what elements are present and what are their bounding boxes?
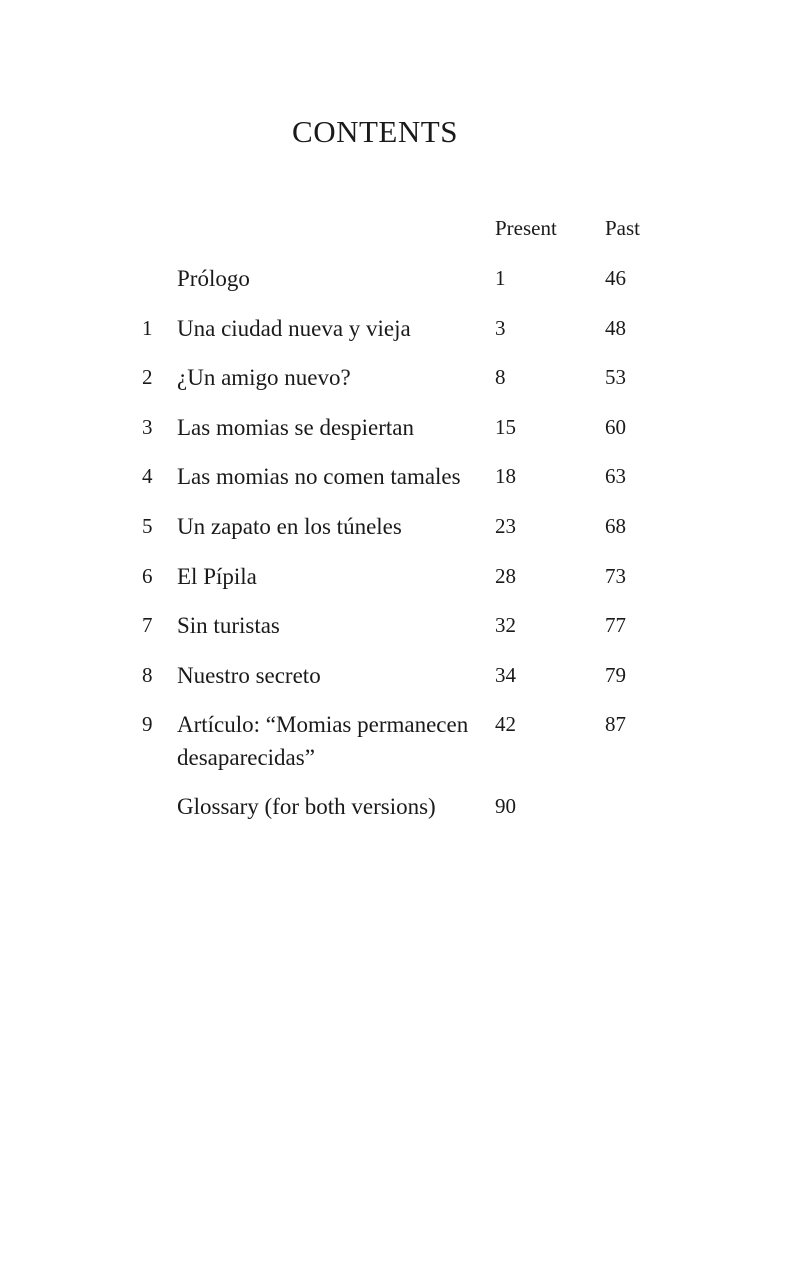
chapter-title: Sin turistas [177, 613, 280, 639]
chapter-title: Prólogo [177, 266, 250, 291]
past-page-number: 73 [605, 563, 626, 588]
chapter-number: 6 [142, 563, 153, 588]
toc-entry-chapter-7 [0, 609, 800, 659]
chapter-title: ¿Un amigo nuevo? [177, 365, 351, 391]
toc-entry-chapter-9 [0, 708, 800, 790]
present-page-number: 34 [495, 662, 516, 687]
present-page-number: 23 [495, 513, 516, 538]
present-page-number: 3 [495, 315, 506, 340]
present-page-number: 1 [495, 266, 506, 290]
chapter-number: 8 [142, 662, 153, 687]
present-page-number: 90 [495, 794, 516, 819]
toc-entry-chapter-4 [0, 460, 800, 510]
past-page-number: 53 [605, 365, 626, 390]
toc-entry-chapter-2 [0, 361, 800, 411]
past-page-number: 87 [605, 712, 626, 737]
past-page-number: 60 [605, 414, 626, 439]
column-header-past: Past [605, 216, 641, 240]
present-page-number: 18 [495, 464, 516, 489]
toc-entry-chapter-3 [0, 411, 800, 461]
chapter-number: 9 [142, 712, 153, 737]
table-of-contents [0, 262, 800, 840]
chapter-title: Una ciudad nueva y vieja [177, 315, 411, 341]
past-page-number: 46 [605, 266, 626, 290]
toc-entry-chapter-6 [0, 560, 800, 610]
chapter-title: Artículo: “Momias permanecen desaparecidas” [177, 712, 469, 771]
chapter-number: 1 [142, 315, 153, 340]
past-page-number: 79 [605, 662, 626, 687]
past-page-number: 63 [605, 464, 626, 489]
present-page-number: 28 [495, 563, 516, 588]
chapter-title: Las momias no comen tamales [177, 464, 461, 490]
toc-entry-chapter-1 [0, 312, 800, 362]
chapter-number: 2 [142, 365, 153, 390]
past-page-number: 68 [605, 513, 626, 538]
toc-entry-prologo [0, 262, 800, 312]
present-page-number: 42 [495, 712, 516, 737]
past-page-number: 77 [605, 613, 626, 638]
chapter-title: Un zapato en los túneles [177, 513, 402, 539]
chapter-title: Nuestro secreto [177, 662, 321, 688]
chapter-title: El Pípila [177, 563, 257, 589]
past-page-number: 48 [605, 315, 626, 340]
present-page-number: 8 [495, 365, 506, 390]
page-title: CONTENTS [292, 114, 458, 149]
present-page-number: 15 [495, 414, 516, 439]
chapter-number: 7 [142, 613, 153, 638]
chapter-title: Glossary (for both versions) [177, 794, 436, 820]
chapter-title: Las momias se despiertan [177, 414, 414, 440]
chapter-number: 3 [142, 414, 153, 439]
chapter-number: 5 [142, 513, 153, 538]
toc-entry-chapter-5 [0, 510, 800, 560]
chapter-number: 4 [142, 464, 153, 489]
toc-entry-glossary [0, 790, 800, 840]
toc-entry-chapter-8 [0, 659, 800, 709]
present-page-number: 32 [495, 613, 516, 638]
column-header-present: Present [495, 216, 557, 240]
